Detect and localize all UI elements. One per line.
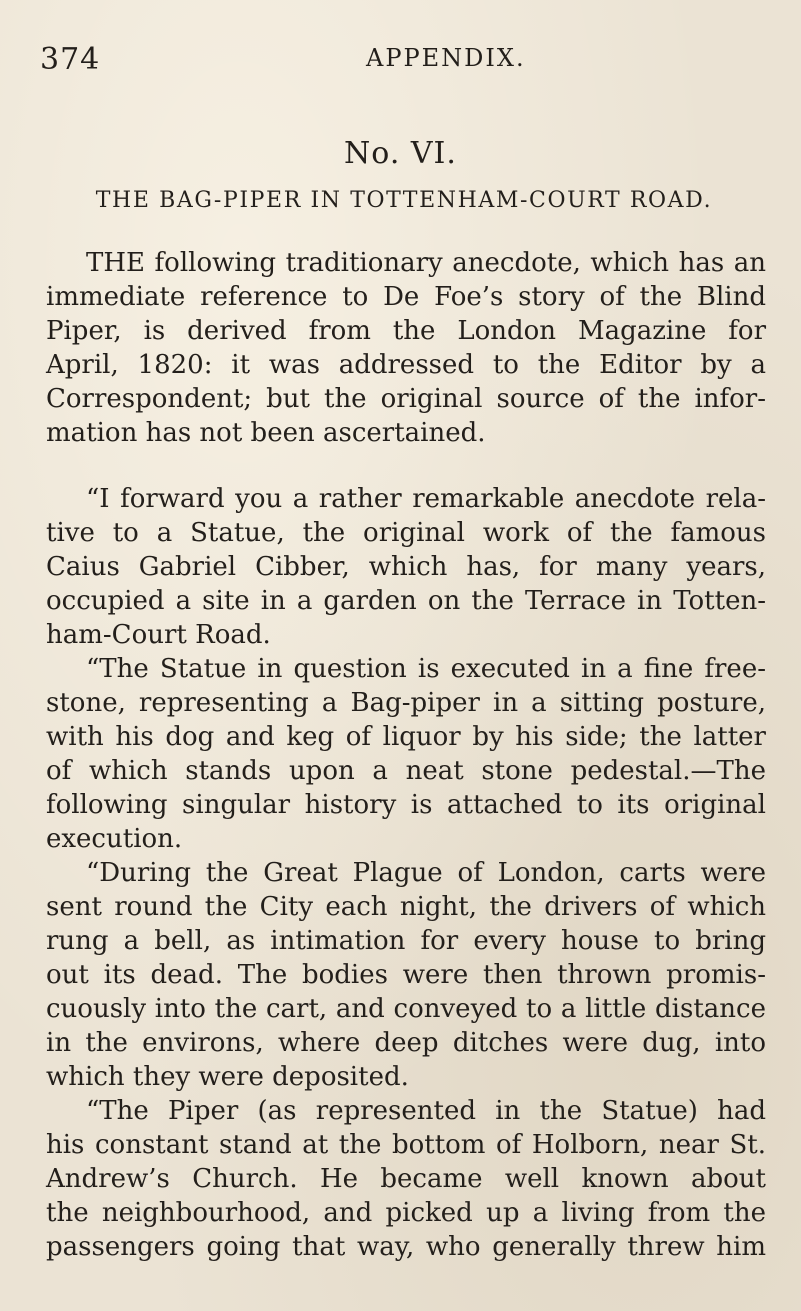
- text-line: “I forward you a rather remarkable anecdote rela-: [86, 484, 766, 514]
- text-line: THE following traditionary anecdote, which has an: [86, 248, 766, 278]
- running-header-title: APPENDIX.: [366, 44, 526, 72]
- text-line: Correspondent; but the original source of the infor-: [46, 384, 766, 414]
- text-line: following singular history is attached to its original: [46, 790, 766, 820]
- text-line: passengers going that way, who generally threw him: [46, 1232, 766, 1262]
- text-line: sent round the City each night, the drivers of which: [46, 892, 766, 922]
- text-line: his constant stand at the bottom of Holborn, near St.: [46, 1130, 766, 1160]
- text-line: occupied a site in a garden on the Terrace in Totten-: [46, 586, 766, 616]
- text-line: out its dead. The bodies were then thrown promis-: [46, 960, 766, 990]
- page-number: 374: [40, 42, 101, 77]
- text-line: “The Piper (as represented in the Statue) had: [86, 1096, 766, 1126]
- text-line: execution.: [46, 824, 183, 854]
- text-line: “The Statue in question is executed in a fine free-: [86, 654, 766, 684]
- text-line: immediate reference to De Foe’s story of the Blind: [46, 282, 766, 312]
- text-line: stone, representing a Bag-piper in a sitting posture,: [46, 688, 766, 718]
- text-line: with his dog and keg of liquor by his side; the latter: [46, 722, 766, 752]
- section-title: THE BAG-PIPER IN TOTTENHAM-COURT ROAD.: [95, 188, 713, 213]
- text-line: “During the Great Plague of London, carts were: [86, 858, 766, 888]
- text-line: the neighbourhood, and picked up a living from the: [46, 1198, 766, 1228]
- text-line: Piper, is derived from the London Magazine for: [46, 316, 766, 346]
- running-head: [40, 42, 760, 82]
- text-line: cuously into the cart, and conveyed to a little distance: [46, 994, 766, 1024]
- text-line: tive to a Statue, the original work of the famous: [46, 518, 766, 548]
- text-line: Andrew’s Church. He became well known about: [46, 1164, 766, 1194]
- text-line: April, 1820: it was addressed to the Editor by a: [46, 350, 766, 380]
- text-line: of which stands upon a neat stone pedestal.—The: [46, 756, 766, 786]
- section-number: No. VI.: [344, 136, 457, 171]
- text-line: in the environs, where deep ditches were dug, into: [46, 1028, 766, 1058]
- text-line: Caius Gabriel Cibber, which has, for many years,: [46, 552, 766, 582]
- text-line: mation has not been ascertained.: [46, 418, 486, 448]
- text-line: rung a bell, as intimation for every house to bring: [46, 926, 766, 956]
- text-line: ham-Court Road.: [46, 620, 271, 650]
- text-line: which they were deposited.: [46, 1062, 409, 1092]
